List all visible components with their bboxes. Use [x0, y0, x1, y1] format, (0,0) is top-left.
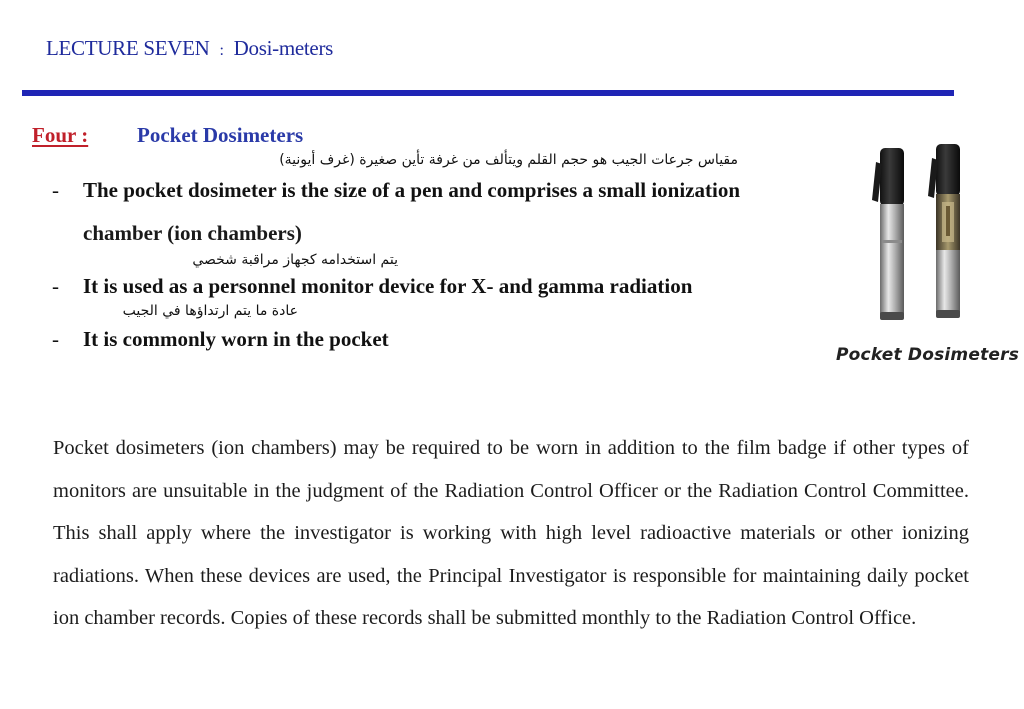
section-number: Four : [32, 123, 89, 147]
pocket-dosimeters-photo [862, 140, 992, 330]
bullet-text: It is commonly worn in the pocket [83, 327, 389, 351]
header-separator: : [219, 42, 224, 59]
bullet-dash: - [52, 327, 59, 351]
arabic-note-1: مقياس جرعات الجيب هو حجم القلم ويتألف من غرفة تأين صغيرة (غرف أيونية) [279, 152, 738, 168]
bullet-text: The pocket dosimeter is the size of a pen and comprises a small ionization [83, 178, 741, 202]
arabic-note-2: يتم استخدامه كجهاز مراقبة شخصي [192, 252, 398, 268]
bullet-item-1-continuation: chamber (ion chambers) [83, 221, 302, 245]
lecture-label: LECTURE SEVEN [46, 36, 210, 60]
header-divider [22, 90, 954, 96]
slide-header [46, 36, 333, 61]
bullet-text: It is used as a personnel monitor device for X- and gamma radiation [83, 274, 693, 298]
dosimeter-right [928, 144, 960, 318]
arabic-note-3: عادة ما يتم ارتداؤها في الجيب [122, 303, 298, 319]
dosimeter-left [872, 148, 904, 320]
section-title: Pocket Dosimeters [137, 123, 304, 147]
bullet-dash: - [52, 274, 59, 298]
bullet-dash: - [52, 178, 59, 202]
figure-caption: Pocket Dosimeters [836, 345, 1020, 365]
lecture-topic: Dosi-meters [233, 36, 334, 60]
body-paragraph: Pocket dosimeters (ion chambers) may be required to be worn in addition to the film badge if other types of monitors are unsuitable in the judgment of the Radiation Control Officer or the Radiation Control Committee. This shall apply where the investigator is working with high level radioactive materials or other ionizing radiations. When these devices are used, the Principal Investigator is responsible for maintaining daily pocket ion chamber records. Copies of these records shall be submitted monthly to the Radiation Control Office. [53, 437, 969, 629]
